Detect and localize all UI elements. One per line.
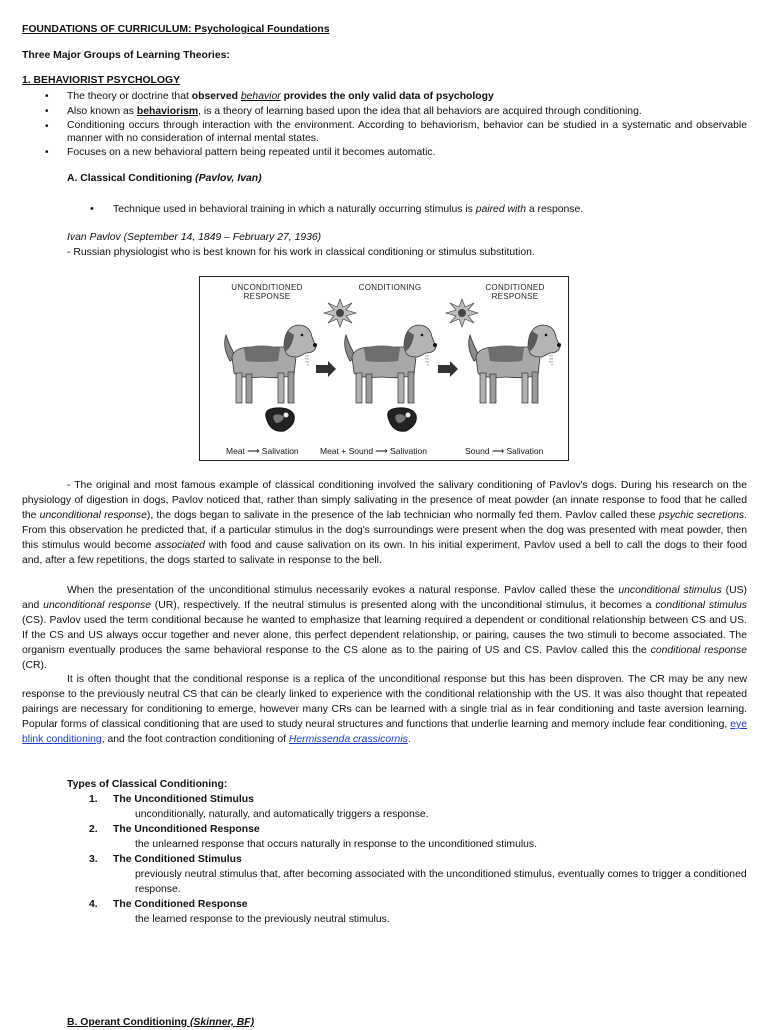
type-desc-unconditioned-stimulus: unconditionally, naturally, and automatically triggers a response. [135,809,429,820]
paragraph-pavlov-dogs: - The original and most famous example of classical conditioning involved the salivary conditioning of Pavlov's dogs. During his research on the physiology of digestion in dogs, Pavlov noticed that, rather than simply salivating in the presence of meat powder (an innate response to food that he called the unconditional response), the dogs began to salivate in the presence of the lab technician who normally fed them. Pavlov called these psychic secretions. From this observation he predicted that, if a particular stimulus in the dog's surroundings were present when the dog was presented with meat powder, then this stimulus would become associated with food and cause salivation on its own. In his initial experiment, Pavlov used a bell to call the dogs to their food and, after a few repetitions, the dogs started to salivate in response to the bell. [22,480,747,566]
caption-conditioned-response: CONDITIONED RESPONSE [485,283,545,301]
dog-1 [225,325,317,403]
sound-burst-1 [324,299,356,327]
type-label-unconditioned-response: The Unconditioned Response [113,824,260,835]
dog-3 [469,325,561,403]
paragraph-conditional-response: It is often thought that the conditional response is a replica of the unconditional response but this has been disproven. The CR may be any new response to the previously neutral CS that can be clearly linked to experience with the conditional relationship with the US. It was also thought that repeated pairings are necessary for conditioning to emerge, however many CRs can be learned with a single trial as in fear conditioning and taste aversion learning. Popular forms of classical conditioning that are used to study neural structures and functions that underlie learning and memory include fear conditioning, eye blink conditioning, and the foot contraction conditioning of Hermissenda crassicornis. [22,674,747,745]
type-label-conditioned-response: The Conditioned Response [113,899,248,910]
bullet-item-3: Conditioning occurs through interaction with the environment. According to behaviorism, behavior can be studied in a systematic and observable manner with no consideration of internal mental states. [67,120,747,144]
type-label-unconditioned-stimulus: The Unconditioned Stimulus [113,794,254,805]
label-meat-sound-salivation: Meat + Sound ⟶ Salivation [320,446,427,456]
type-number: 3. [89,854,98,865]
type-number: 1. [89,794,98,805]
link-hermissenda-crassicornis[interactable]: Hermissenda crassicornis [288,734,408,745]
type-label-conditioned-stimulus: The Conditioned Stimulus [113,854,242,865]
link-eye-blink-conditioning[interactable]: eye blink conditioning [22,719,747,745]
type-desc-conditioned-response: the learned response to the previously neutral stimulus. [135,914,390,925]
bullet-item-4: Focuses on a new behavioral pattern being repeated until it becomes automatic. [67,147,436,158]
paragraph-unconditional-stimulus: When the presentation of the unconditional stimulus necessarily evokes a natural response. Pavlov called these the unconditional stimulus (US) and unconditional response (UR), respectively. If the neutral stimulus is presented along with the unconditional stimulus, it becomes a conditional stimulus (CS). Pavlov used the term conditional because he wanted to emphasize that learning required a dependent or conditional relationship between CS and US. If the CS and US always occur together and never alone, this perfect dependent relationship, or pairing, causes the two stimuli to become associated. The organism eventually produces the same behavioral response to the CS alone as to the pairing of US and CS. Pavlov called this the conditional response (CR). [22,585,748,671]
type-desc-unconditioned-response: the unlearned response that occurs naturally in response to the unconditioned stimulus. [135,839,538,850]
meat-1 [266,408,295,431]
bullet-marker: • [45,106,49,117]
bullet-item-1: The theory or doctrine that observed behavior provides the only valid data of psychology [67,91,494,102]
label-sound-salivation: Sound ⟶ Salivation [465,446,544,456]
bullet-marker: • [90,203,94,215]
type-desc-conditioned-stimulus: previously neutral stimulus that, after becoming associated with the unconditioned stimulus, eventually comes to trigger a conditioned response. [135,869,747,895]
pavlov-dates: Ivan Pavlov (September 14, 1849 – February 27, 1936) [67,232,322,243]
arrow-icon [438,361,458,377]
pavlov-dogs-figure [199,276,569,461]
type-number: 4. [89,899,98,910]
caption-unconditioned-response: UNCONDITIONED RESPONSE [231,283,303,301]
arrow-icon [316,361,336,377]
type-number: 2. [89,824,98,835]
title-part2: : Psychological Foundations [188,24,330,35]
dog-illustration [200,277,568,437]
classical-bullet: Technique used in behavioral training in which a naturally occurring stimulus is paired with a response. [113,204,584,215]
pavlov-description: - Russian physiologist who is best known for his work in classical conditioning or stimulus substitution. [67,247,535,258]
caption-conditioning: CONDITIONING [358,283,422,292]
bullet-marker: • [45,147,49,158]
groups-heading: Three Major Groups of Learning Theories: [22,50,230,61]
dog-2 [345,325,437,403]
bullet-marker: • [45,91,49,102]
bullet-item-2: Also known as behaviorism, is a theory of learning based upon the idea that all behaviors are acquired through conditioning. [67,106,642,117]
sound-burst-2 [446,299,478,327]
document-title [22,22,330,37]
section-heading-behaviorist: 1. BEHAVIORIST PSYCHOLOGY [22,75,180,86]
operant-conditioning-heading: B. Operant Conditioning (Skinner, BF) [67,1017,255,1028]
meat-2 [388,408,417,431]
bullet-marker: • [45,121,49,132]
title-part1: FOUNDATIONS OF CURRICULUM [22,24,189,35]
label-meat-salivation: Meat ⟶ Salivation [226,446,299,456]
classical-conditioning-heading: A. Classical Conditioning (Pavlov, Ivan) [67,173,262,184]
types-heading: Types of Classical Conditioning: [67,779,228,790]
